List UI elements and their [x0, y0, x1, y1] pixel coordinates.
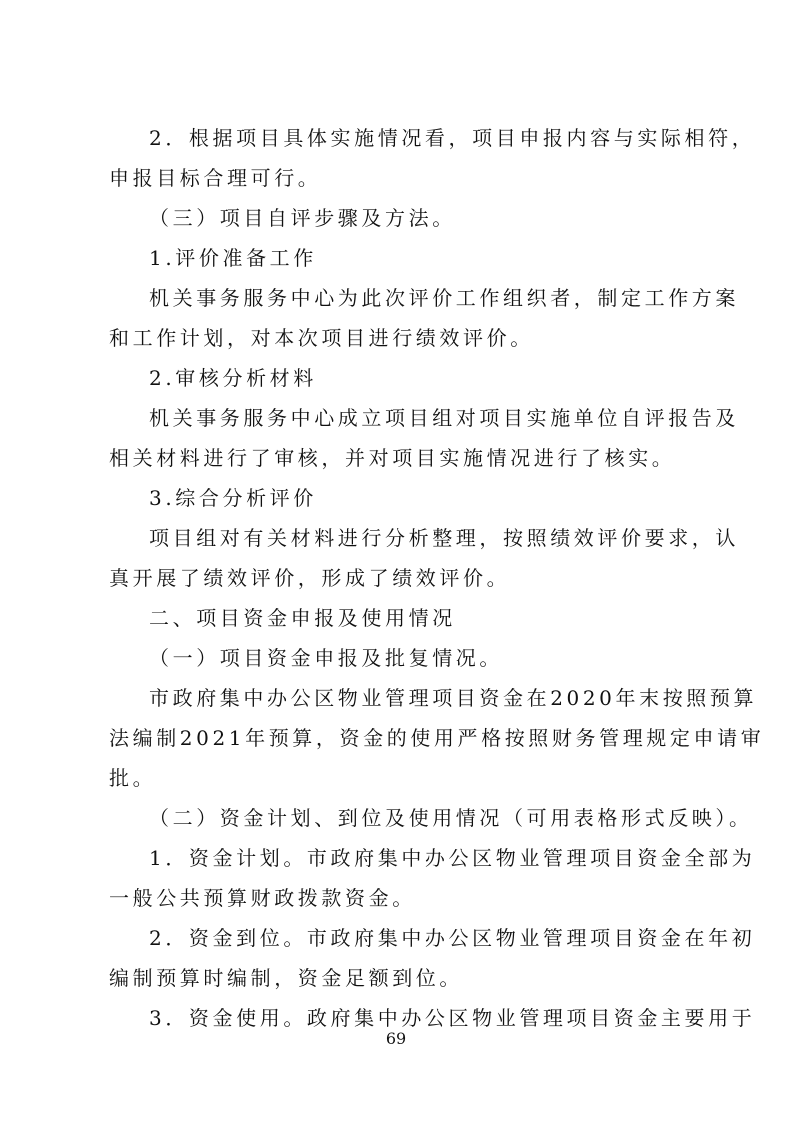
section-heading: （三）项目自评步骤及方法。: [149, 206, 456, 230]
paragraph-line: 法编制2021年预算，资金的使用严格按照财务管理规定申请审: [109, 726, 765, 750]
section-heading: （一）项目资金申报及批复情况。: [149, 646, 503, 670]
paragraph-line: 机关事务服务中心为此次评价工作组织者，制定工作方案: [149, 286, 739, 310]
paragraph-line: 申报目标合理可行。: [109, 166, 322, 190]
paragraph-line: 编制预算时编制，资金足额到位。: [109, 966, 463, 990]
paragraph-line: 和工作计划，对本次项目进行绩效评价。: [109, 326, 534, 350]
subsection-heading: 2.审核分析材料: [149, 366, 317, 390]
subsection-heading: 1.评价准备工作: [149, 246, 317, 270]
paragraph-line: 2．根据项目具体实施情况看，项目申报内容与实际相符，: [149, 126, 756, 150]
paragraph-line: 真开展了绩效评价，形成了绩效评价。: [109, 566, 511, 590]
paragraph-line: 2．资金到位。市政府集中办公区物业管理项目资金在年初: [149, 926, 756, 950]
section-heading: （二）资金计划、到位及使用情况（可用表格形式反映）。: [149, 806, 753, 830]
subsection-heading: 3.综合分析评价: [149, 486, 317, 510]
section-heading: 二、项目资金申报及使用情况: [149, 606, 456, 630]
paragraph-line: 1．资金计划。市政府集中办公区物业管理项目资金全部为: [149, 846, 756, 870]
paragraph-line: 项目组对有关材料进行分析整理，按照绩效评价要求，认: [149, 526, 739, 550]
paragraph-line: 相关材料进行了审核，并对项目实施情况进行了核实。: [109, 446, 676, 470]
page-number: 69: [385, 1029, 407, 1048]
paragraph-line: 机关事务服务中心成立项目组对项目实施单位自评报告及: [149, 406, 739, 430]
paragraph-line: 市政府集中办公区物业管理项目资金在2020年末按照预算: [149, 686, 758, 710]
paragraph-line: 批。: [109, 766, 157, 790]
paragraph-line: 一般公共预算财政拨款资金。: [109, 886, 416, 910]
paragraph-line: 3．资金使用。政府集中办公区物业管理项目资金主要用于: [149, 1006, 756, 1030]
